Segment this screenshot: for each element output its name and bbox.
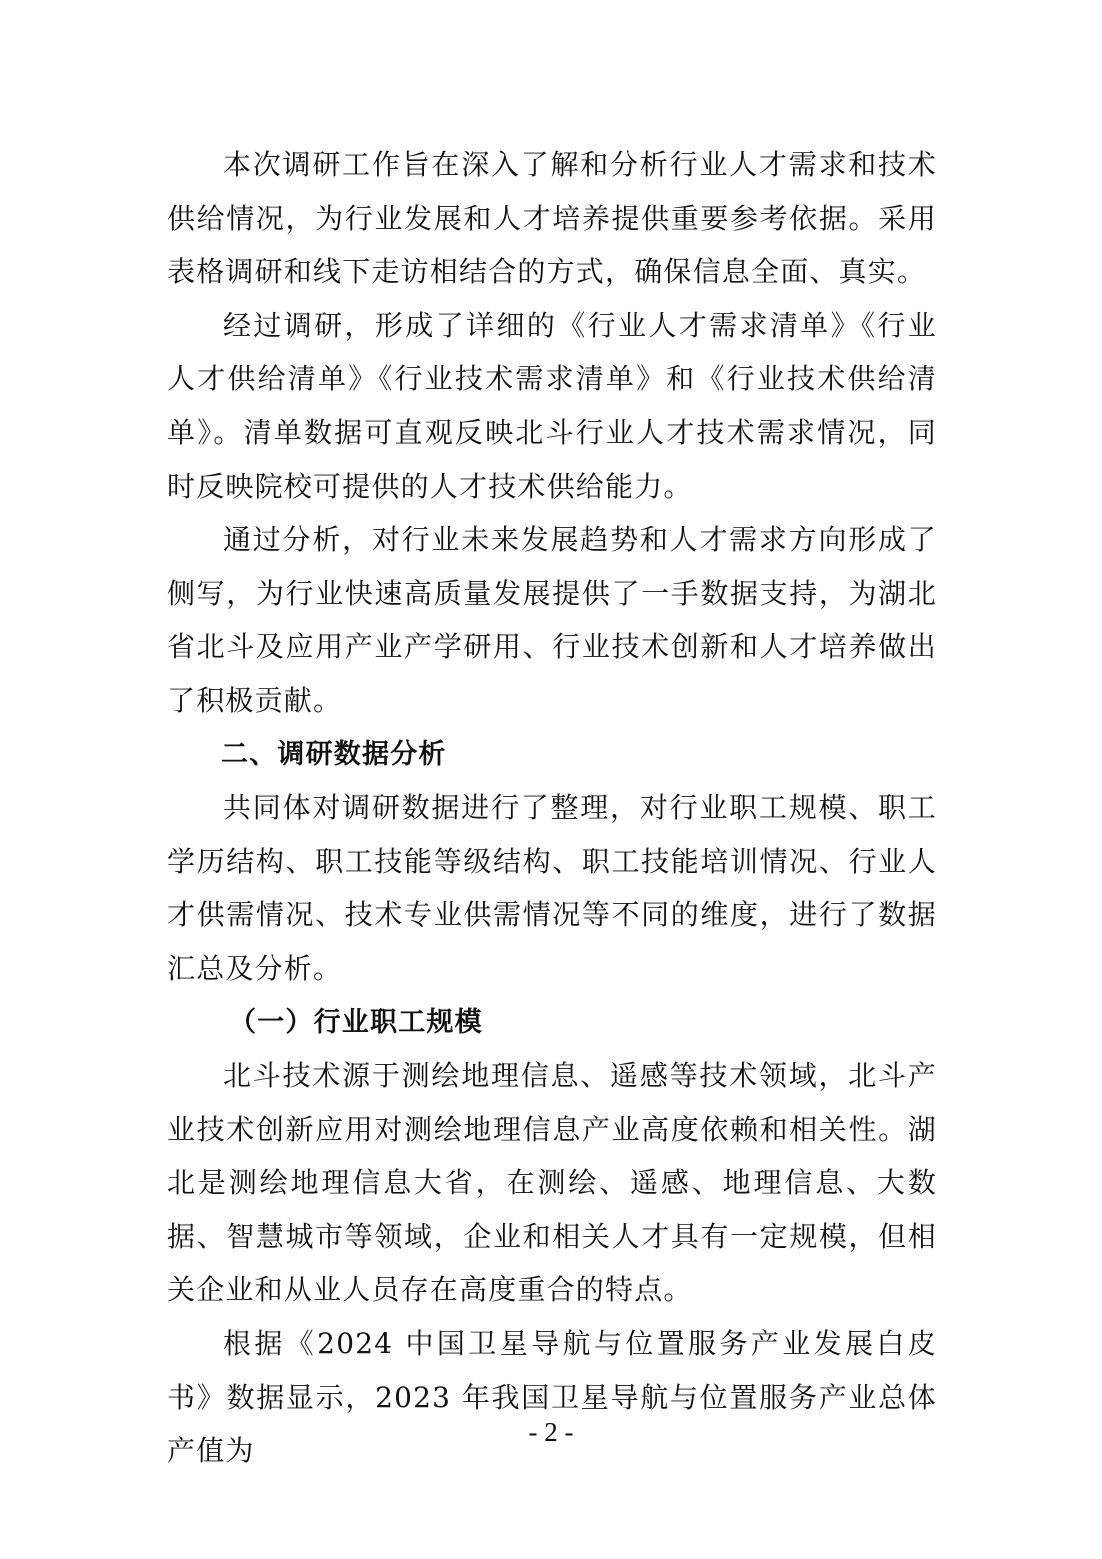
section-heading: 二、调研数据分析 bbox=[221, 738, 447, 770]
page-number: - 2 - bbox=[528, 1417, 574, 1447]
paragraph-survey-contribution: 通过分析，对行业未来发展趋势和人才需求方向形成了侧写，为行业快速高质量发展提供了一手数据支持，为湖北省北斗及应用产业产学研用、行业技术创新和人才培养做出了积极贡献。 bbox=[167, 523, 937, 717]
paragraph-data-analysis: 共同体对调研数据进行了整理，对行业职工规模、职工学历结构、职工技能等级结构、职工技能培训情况、行业人才供需情况、技术专业供需情况等不同的维度，进行了数据汇总及分析。 bbox=[167, 791, 937, 985]
subsection-heading: （一）行业职工规模 bbox=[229, 1006, 483, 1038]
paragraph-white-paper: 根据《2024 中国卫星导航与位置服务产业发展白皮书》数据显示，2023 年我国卫星导航与位置服务产业总体产值为 bbox=[167, 1327, 937, 1468]
paragraph-industry-scale: 北斗技术源于测绘地理信息、遥感等技术领域，北斗产业技术创新应用对测绘地理信息产业高度依赖和相关性。湖北是测绘地理信息大省，在测绘、遥感、地理信息、大数据、智慧城市等领域，企业和相关人才具有一定规模，但相关企业和从业人员存在高度重合的特点。 bbox=[167, 1059, 937, 1307]
paragraph-survey-lists: 经过调研，形成了详细的《行业人才需求清单》《行业人才供给清单》《行业技术需求清单》和《行业技术供给清单》。清单数据可直观反映北斗行业人才技术需求情况，同时反映院校可提供的人才技术供给能力。 bbox=[167, 308, 937, 503]
paragraph-survey-purpose: 本次调研工作旨在深入了解和分析行业人才需求和技术供给情况，为行业发展和人才培养提供重要参考依据。采用表格调研和线下走访相结合的方式，确保信息全面、真实。 bbox=[167, 148, 937, 289]
body-text bbox=[167, 138, 937, 1478]
